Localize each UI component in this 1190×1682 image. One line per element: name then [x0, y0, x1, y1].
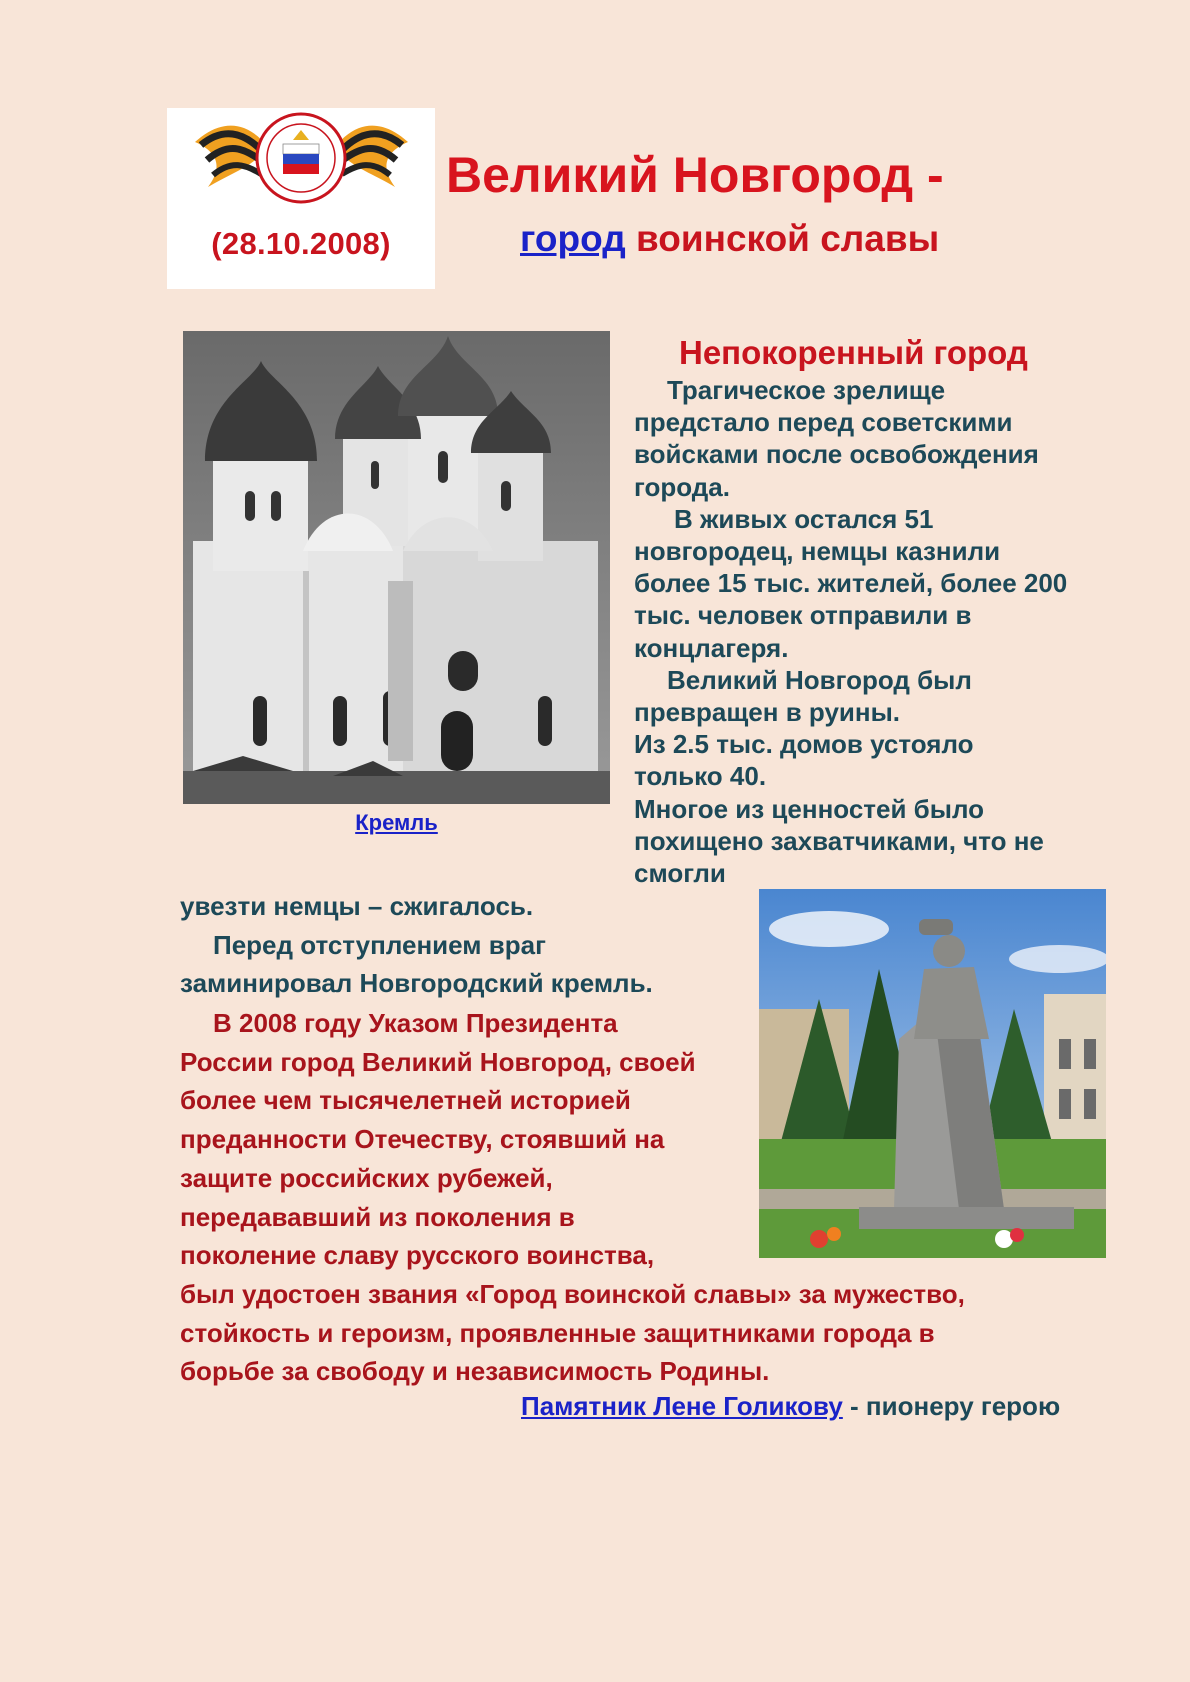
text-line: предстало перед советскими	[634, 407, 1013, 438]
text-line: Великий Новгород был	[667, 664, 972, 695]
text-line: стойкость и героизм, проявленные защитниками города в	[180, 1317, 935, 1348]
text-line: Перед отступлением враг	[213, 929, 546, 960]
title-rest: воинской славы	[636, 218, 940, 259]
text-line: войсками после освобождения	[634, 439, 1039, 470]
text-line: передававший из поколения в	[180, 1201, 575, 1232]
text-line: концлагеря.	[634, 632, 789, 663]
text-line: преданности Отечеству, стоявший на	[180, 1124, 665, 1155]
page-title-line-2	[520, 218, 939, 260]
section-heading: Непокоренный город	[679, 334, 1028, 371]
text-line: города.	[634, 471, 730, 502]
st-george-ribbon-emblem	[193, 112, 410, 204]
text-line: увезти немцы – сжигалось.	[180, 891, 534, 921]
title-city-link[interactable]: город	[520, 218, 626, 259]
text-line: России город Великий Новгород, своей	[180, 1046, 696, 1077]
text-line: более 15 тыс. жителей, более 200	[634, 568, 1068, 599]
right-column-text	[634, 374, 1110, 889]
text-line: В живых остался 51	[674, 503, 934, 534]
text-line: борьбе за свободу и независимость Родины.	[180, 1356, 770, 1387]
lower-text	[180, 887, 760, 1003]
text-line: похищено захватчиками, что не	[634, 825, 1044, 856]
page-title-line-1: Великий Новгород -	[446, 147, 944, 203]
text-line: поколение славу русского воинства,	[180, 1240, 655, 1271]
monument-link[interactable]: Памятник Лене Голикову	[521, 1391, 843, 1421]
cathedral-caption-link[interactable]: Кремль	[355, 810, 438, 835]
monument-caption	[521, 1391, 1060, 1422]
text-line: В 2008 году Указом Президента	[213, 1008, 618, 1038]
text-line: только 40.	[634, 761, 767, 792]
monument-caption-rest: - пионеру герою	[842, 1391, 1061, 1421]
text-line: защите российских рубежей,	[180, 1162, 553, 1193]
cathedral-photo	[183, 331, 610, 804]
text-line: тыс. человек отправили в	[634, 600, 972, 631]
award-date: (28.10.2008)	[211, 226, 391, 261]
decree-text	[180, 1004, 1080, 1391]
text-line: был удостоен звания «Город воинской славы» за мужество,	[180, 1278, 965, 1309]
text-line: Многое из ценностей было	[634, 793, 984, 824]
text-line: новгородец, немцы казнили	[634, 536, 1001, 567]
text-line: смогли	[634, 858, 726, 889]
text-line: заминировал Новгородский кремль.	[180, 968, 653, 998]
text-line: более чем тысячелетней историей	[180, 1085, 631, 1116]
text-line: превращен в руины.	[634, 697, 901, 728]
text-line: Из 2.5 тыс. домов устояло	[634, 729, 974, 760]
text-line: Трагическое зрелище	[667, 375, 946, 405]
